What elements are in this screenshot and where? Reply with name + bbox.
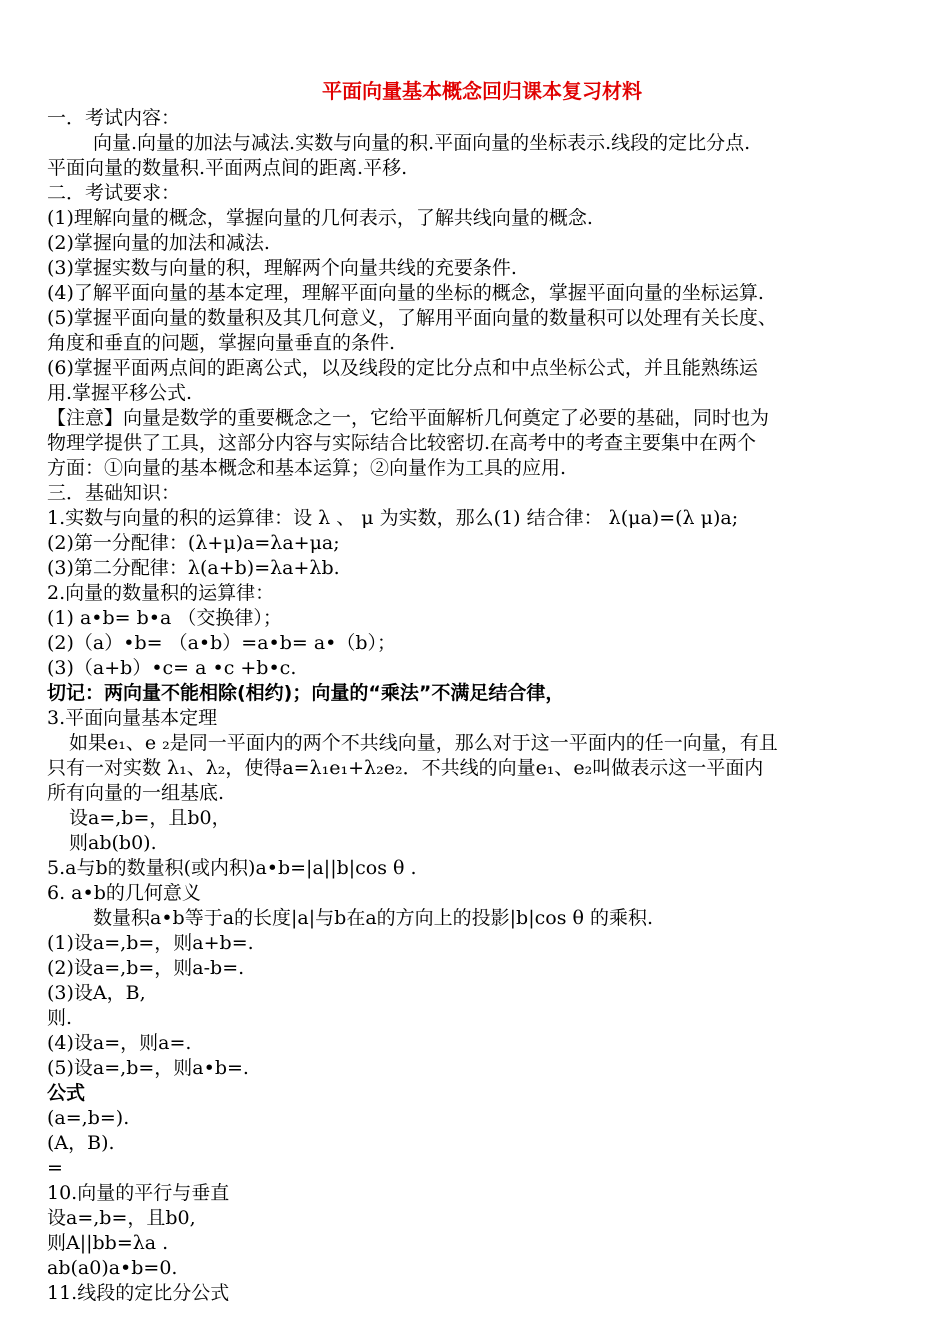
paragraph-line: 向量.向量的加法与减法.实数与向量的积.平面向量的坐标表示.线段的定比分点. bbox=[93, 132, 751, 154]
paragraph-line: 所有向量的一组基底. bbox=[47, 782, 225, 804]
list-item: (3)掌握实数与向量的积，理解两个向量共线的充要条件. bbox=[47, 257, 517, 279]
section-heading: 6. a•b的几何意义 bbox=[47, 882, 201, 904]
formula-line: (2)设a=,b=，则a-b=. bbox=[47, 957, 245, 979]
section-heading: 11.线段的定比分公式 bbox=[47, 1282, 230, 1304]
section-heading: 公式 bbox=[47, 1082, 86, 1104]
formula-line: 则ab(b0). bbox=[69, 832, 157, 854]
list-item: (4)了解平面向量的基本定理，理解平面向量的坐标的概念，掌握平面向量的坐标运算. bbox=[47, 282, 764, 304]
list-item: (1)理解向量的概念，掌握向量的几何表示，了解共线向量的概念. bbox=[47, 207, 593, 229]
list-item: (6)掌握平面两点间的距离公式，以及线段的定比分点和中点坐标公式，并且能熟练运 bbox=[47, 357, 758, 379]
formula-line: (3)第二分配律：λ(a+b)=λa+λb. bbox=[47, 557, 340, 579]
formula-line: (a=,b=). bbox=[47, 1107, 130, 1129]
formula-line: = bbox=[47, 1157, 63, 1179]
note-paragraph: 方面：①向量的基本概念和基本运算；②向量作为工具的应用. bbox=[47, 457, 567, 479]
formula-line: (2)第一分配律：(λ+μ)a=λa+μa; bbox=[47, 532, 340, 554]
formula-line: (5)设a=,b=，则a•b=. bbox=[47, 1057, 249, 1079]
formula-line: 设a=,b=，且b0, bbox=[47, 1207, 196, 1229]
section-heading: 二．考试要求： bbox=[47, 182, 181, 204]
formula-line: 则. bbox=[47, 1007, 73, 1029]
paragraph-line: 如果e₁、e ₂是同一平面内的两个不共线向量，那么对于这一平面内的任一向量，有且 bbox=[69, 732, 778, 754]
list-item: (2)掌握向量的加法和减法. bbox=[47, 232, 270, 254]
paragraph-line: 只有一对实数 λ₁、λ₂，使得a=λ₁e₁+λ₂e₂．不共线的向量e₁、e₂叫做表示这一平面内 bbox=[47, 757, 764, 779]
formula-line: 则A||bb=λa . bbox=[47, 1232, 169, 1254]
document-title: 平面向量基本概念回归课本复习材料 bbox=[322, 79, 642, 103]
formula-line: (4)设a=，则a=. bbox=[47, 1032, 192, 1054]
formula-line: (2)（a）•b= （a•b）=a•b= a•（b）； bbox=[47, 632, 397, 654]
formula-line: 5.a与b的数量积(或内积)a•b=|a||b|cos θ . bbox=[47, 857, 417, 879]
formula-line: (1)设a=,b=，则a+b=. bbox=[47, 932, 254, 954]
note-paragraph: 【注意】向量是数学的重要概念之一，它给平面解析几何奠定了必要的基础，同时也为 bbox=[47, 407, 770, 429]
paragraph-line: 平面向量的数量积.平面两点间的距离.平移. bbox=[47, 157, 408, 179]
note-paragraph: 物理学提供了工具，这部分内容与实际结合比较密切.在高考中的考查主要集中在两个 bbox=[47, 432, 757, 454]
formula-line: 1.实数与向量的积的运算律：设 λ 、 μ 为实数，那么(1) 结合律： λ(μa)=(λ μ)a; bbox=[47, 507, 739, 529]
section-heading: 3.平面向量基本定理 bbox=[47, 707, 218, 729]
formula-line: (A，B). bbox=[47, 1132, 115, 1154]
section-heading: 一．考试内容： bbox=[47, 107, 181, 129]
formula-line: ab(a0)a•b=0. bbox=[47, 1257, 178, 1279]
list-item-continued: 用.掌握平移公式. bbox=[47, 382, 193, 404]
list-item-continued: 角度和垂直的问题，掌握向量垂直的条件. bbox=[47, 332, 396, 354]
formula-line: (3)设A，B, bbox=[47, 982, 146, 1004]
formula-line: (3)（a+b）•c= a •c +b•c. bbox=[47, 657, 297, 679]
section-heading: 10.向量的平行与垂直 bbox=[47, 1182, 230, 1204]
document-page bbox=[47, 76, 917, 1306]
emphasis-line: 切记：两向量不能相除(相约)；向量的“乘法”不满足结合律， bbox=[47, 682, 565, 704]
paragraph-line: 数量积a•b等于a的长度|a|与b在a的方向上的投影|b|cos θ 的乘积. bbox=[93, 907, 654, 929]
formula-line: 2.向量的数量积的运算律： bbox=[47, 582, 275, 604]
list-item: (5)掌握平面向量的数量积及其几何意义，了解用平面向量的数量积可以处理有关长度、 bbox=[47, 307, 777, 329]
formula-line: 设a=,b=，且b0， bbox=[69, 807, 231, 829]
section-heading: 三．基础知识： bbox=[47, 482, 181, 504]
formula-line: (1) a•b= b•a （交换律）； bbox=[47, 607, 282, 629]
